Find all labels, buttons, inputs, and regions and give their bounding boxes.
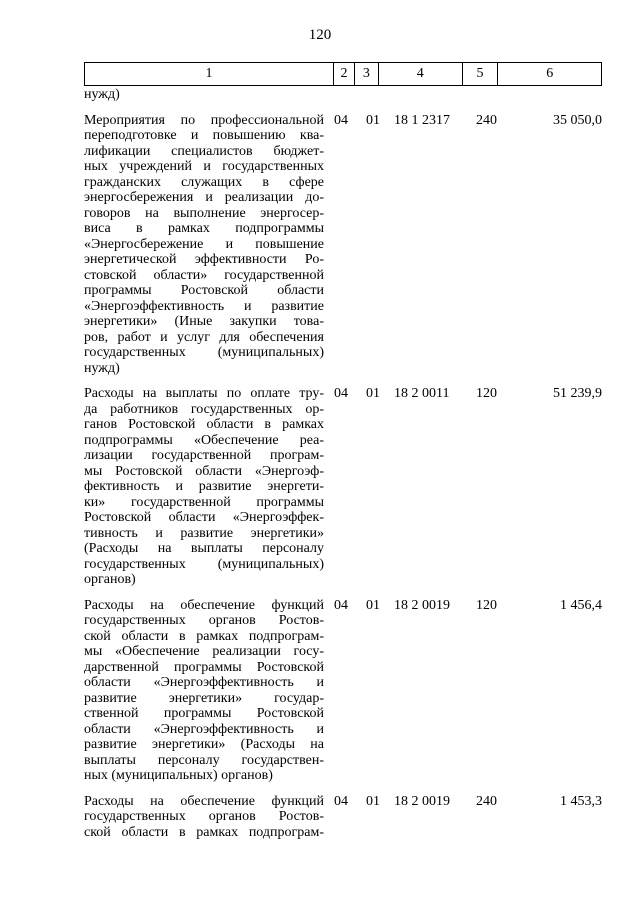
subsection-code: 01 — [366, 793, 380, 809]
description-line: гражданских служащих в сфере — [84, 174, 324, 190]
description-line: ки» государственной программы — [84, 494, 324, 510]
description-line: говоров на выполнение энергосер- — [84, 205, 324, 221]
description-line: органов) — [84, 572, 136, 587]
description-line: подпрограммы «Обеспечение реа- — [84, 432, 324, 448]
description-line: ганов Ростовской области в рамках — [84, 417, 324, 432]
description-line: области «Энергоэффективность и — [84, 675, 324, 690]
description-line: «Энергосбережение и повышение — [84, 236, 324, 252]
description-line: государственных органов Ростов- — [84, 809, 324, 824]
header-col-2: 2 — [334, 63, 355, 85]
continuation-text: нужд) — [84, 87, 120, 102]
row-description — [84, 386, 324, 588]
description-line: государственных (муниципальных) — [84, 345, 324, 360]
section-code: 04 — [334, 386, 348, 401]
target-article: 18 1 2317 — [394, 112, 450, 128]
description-line: ственной программы Ростовской — [84, 706, 324, 721]
description-line: Ростовской области «Энергоэффек- — [84, 510, 324, 525]
description-line: программы Ростовской области — [84, 283, 324, 298]
description-line: ской области в рамках подпрограм- — [84, 628, 324, 644]
description-line: ных учреждений и государственных — [84, 159, 324, 174]
header-col-5: 5 — [463, 63, 499, 85]
description-line: государственных органов Ростов- — [84, 613, 324, 628]
target-article: 18 2 0019 — [394, 793, 450, 809]
description-line: да работников государственных ор- — [84, 401, 324, 417]
expense-type: 240 — [476, 793, 497, 809]
description-line: выплаты персоналу государствен- — [84, 752, 324, 768]
description-line: стовской области» государственной — [84, 267, 324, 283]
table-row — [84, 598, 602, 784]
description-line: Расходы на выплаты по оплате тру- — [84, 386, 324, 401]
description-line: виса в рамках подпрограммы — [84, 221, 324, 236]
amount: 35 050,0 — [553, 112, 602, 128]
subsection-code: 01 — [366, 597, 380, 613]
table-row — [84, 794, 602, 841]
description-line: мы Ростовской области «Энергоэф- — [84, 463, 324, 479]
description-line: энергосбережения и реализации до- — [84, 190, 324, 205]
section-code: 04 — [334, 112, 348, 128]
continuation-row — [84, 87, 602, 103]
target-article: 18 2 0011 — [394, 386, 450, 401]
target-article: 18 2 0019 — [394, 597, 450, 613]
description-line: фективность и развитие энергети- — [84, 479, 324, 494]
row-description — [84, 598, 324, 784]
row-description — [84, 794, 324, 841]
description-line: ской области в рамках подпрограм- — [84, 824, 324, 840]
description-line: энергетической эффективности Ро- — [84, 252, 324, 267]
page-number: 120 — [308, 27, 332, 43]
description-line: развитие энергетики» государ- — [84, 690, 324, 706]
header-col-3: 3 — [355, 63, 379, 85]
subsection-code: 01 — [366, 112, 380, 128]
header-col-1: 1 — [85, 63, 334, 85]
description-line: ных (муниципальных) органов) — [84, 768, 273, 783]
description-line: «Энергоэффективность и развитие — [84, 298, 324, 314]
header-col-4: 4 — [379, 63, 463, 85]
description-line: дарственной программы Ростовской — [84, 659, 324, 675]
description-line: области «Энергоэффективность и — [84, 721, 324, 737]
description-line: тивность и развитие энергетики» — [84, 525, 324, 541]
description-line: Мероприятия по профессиональной — [84, 112, 324, 128]
expense-type: 120 — [476, 386, 497, 401]
table-row — [84, 386, 602, 588]
description-line: (Расходы на выплаты персоналу — [84, 541, 324, 556]
description-line: Расходы на обеспечение функций — [84, 793, 324, 809]
amount: 1 456,4 — [560, 597, 602, 613]
description-line: ров, работ и услуг для обеспечения — [84, 329, 324, 345]
table-row — [84, 113, 602, 377]
description-line: государственных (муниципальных) — [84, 556, 324, 572]
description-line: энергетики» (Иные закупки това- — [84, 314, 324, 329]
header-col-6: 6 — [546, 66, 554, 81]
description-line: Расходы на обеспечение функций — [84, 597, 324, 613]
description-line: лизации государственной програм- — [84, 448, 324, 463]
section-code: 04 — [334, 793, 348, 809]
subsection-code: 01 — [366, 386, 380, 401]
description-line: мы «Обеспечение реализации госу- — [84, 644, 324, 659]
table-header — [84, 62, 602, 86]
amount: 51 239,9 — [553, 386, 602, 401]
description-line: переподготовке и повышению ква- — [84, 128, 324, 143]
description-line: лификации специалистов бюджет- — [84, 143, 324, 159]
description-line: развитие энергетики» (Расходы на — [84, 737, 324, 752]
amount: 1 453,3 — [560, 793, 602, 809]
description-line: нужд) — [84, 360, 120, 376]
section-code: 04 — [334, 597, 348, 613]
expense-type: 240 — [476, 112, 497, 128]
row-description — [84, 113, 324, 377]
expense-type: 120 — [476, 597, 497, 613]
table-body — [84, 87, 602, 840]
